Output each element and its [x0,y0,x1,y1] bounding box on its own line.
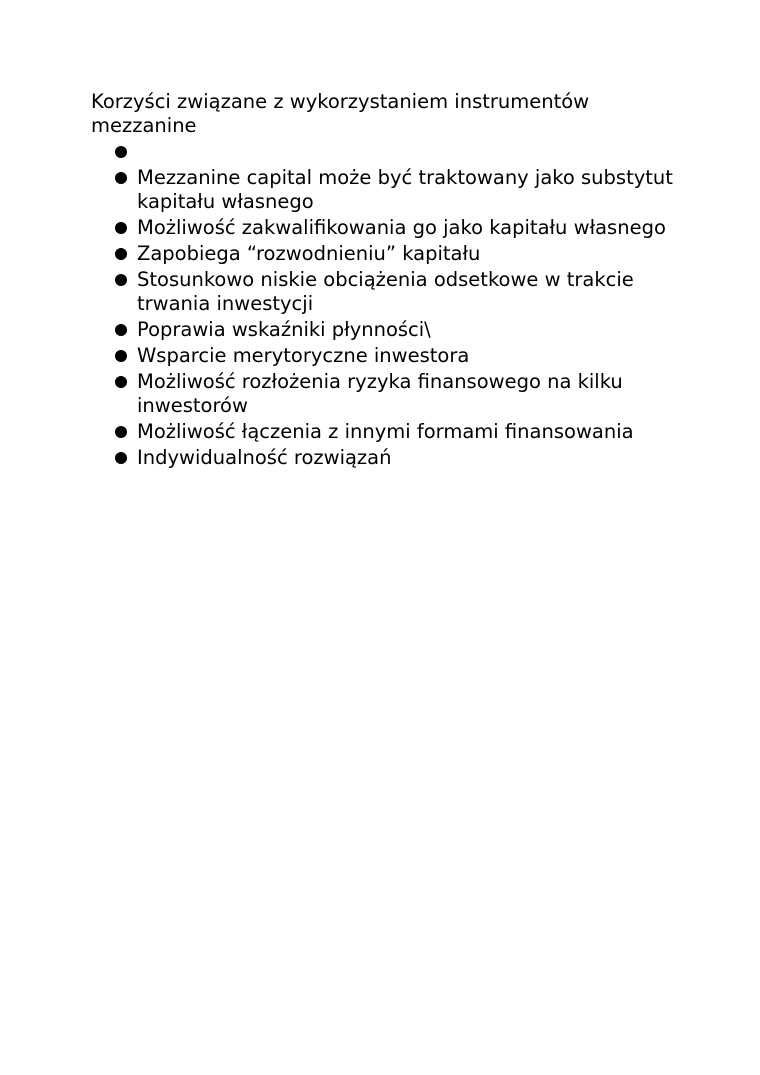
bullet-icon [115,274,127,286]
list-item-text: Mezzanine capital może być traktowany jako substytut kapitału własnego [137,166,673,213]
list-item-text: Poprawia wskaźniki płynności\ [137,318,431,341]
bullet-icon [115,452,127,464]
list-item [113,140,693,164]
list-item [113,216,693,240]
bullet-list [113,140,693,472]
list-item-text: Wsparcie merytoryczne inwestora [137,344,470,367]
bullet-icon [115,172,127,184]
list-item-text: Możliwość rozłożenia ryzyka finansowego na kilku inwestorów [137,370,623,417]
list-item [113,370,693,418]
list-item [113,318,693,342]
list-item-text: Możliwość zakwalifikowania go jako kapitału własnego [137,216,666,239]
bullet-icon [115,376,127,388]
bullet-icon [115,350,127,362]
bullet-icon [115,222,127,234]
document-heading: Korzyści związane z wykorzystaniem instrumentów mezzanine [91,90,590,137]
list-item [113,268,693,316]
list-item [113,446,693,470]
list-item-text: Zapobiega “rozwodnieniu” kapitału [137,242,481,265]
list-item [113,420,693,444]
list-item [113,242,693,266]
bullet-icon [115,324,127,336]
list-item-text: Możliwość łączenia z innymi formami finansowania [137,420,634,443]
list-item [113,166,693,214]
bullet-icon [115,248,127,260]
list-item-text: Indywidualność rozwiązań [137,446,392,469]
bullet-icon [115,426,127,438]
list-item-text: Stosunkowo niskie obciążenia odsetkowe w trakcie trwania inwestycji [137,268,634,315]
list-item [113,344,693,368]
bullet-icon [115,146,127,158]
